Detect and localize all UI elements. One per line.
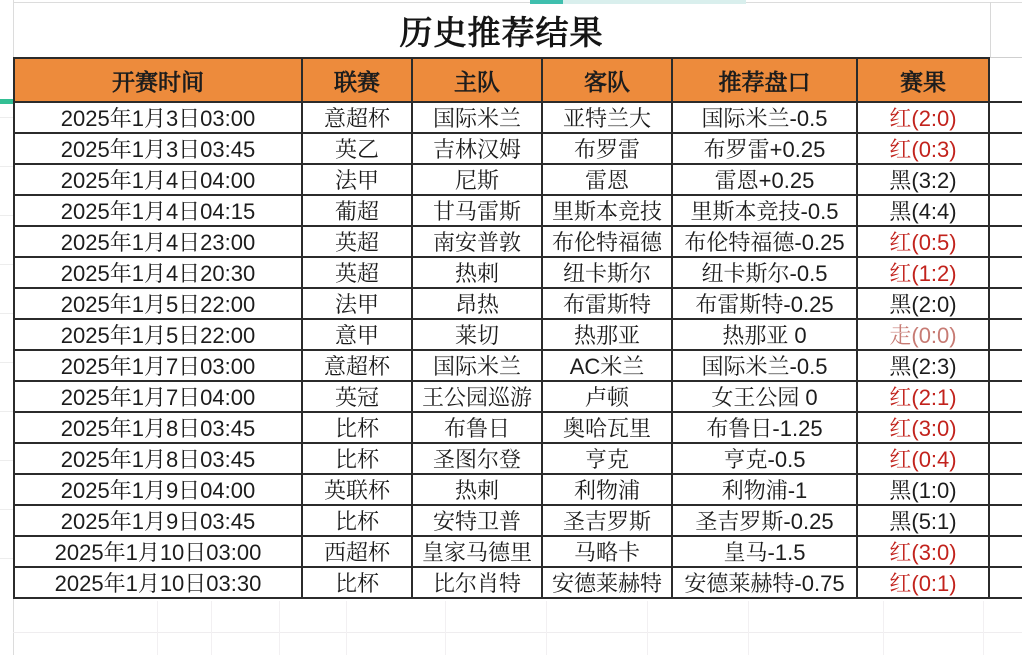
cell-time[interactable]: 2025年1月9日04:00 <box>13 475 303 506</box>
top-gridline <box>13 2 1022 3</box>
cell-result[interactable]: 红(1:2) <box>858 258 990 289</box>
cell-result[interactable]: 黑(3:2) <box>858 165 990 196</box>
cell-league[interactable]: 英超 <box>303 227 413 258</box>
cell-home-team[interactable]: 甘马雷斯 <box>413 196 543 227</box>
cell-result[interactable]: 黑(4:4) <box>858 196 990 227</box>
cell-home-team[interactable]: 热刺 <box>413 475 543 506</box>
bottom-gridline <box>13 632 1022 633</box>
bottom-column-gridline <box>546 601 547 655</box>
cell-time[interactable]: 2025年1月10日03:30 <box>13 568 303 599</box>
bottom-column-gridline <box>157 601 158 655</box>
cell-home-team[interactable]: 南安普敦 <box>413 227 543 258</box>
row-filler-cell <box>990 258 1022 289</box>
cell-league[interactable]: 英冠 <box>303 382 413 413</box>
cell-handicap[interactable]: 热那亚 0 <box>673 320 858 351</box>
row-filler-cell <box>990 196 1022 227</box>
bottom-column-gridline <box>346 601 347 655</box>
row-filler-cell <box>990 537 1022 568</box>
right-gridline <box>990 2 991 57</box>
column-header-home-team[interactable]: 主队 <box>413 57 543 103</box>
cell-time[interactable]: 2025年1月10日03:00 <box>13 537 303 568</box>
cell-handicap[interactable]: 布鲁日-1.25 <box>673 413 858 444</box>
cell-result[interactable]: 红(0:4) <box>858 444 990 475</box>
cell-result[interactable]: 红(2:0) <box>858 103 990 134</box>
bottom-column-gridline <box>748 601 749 655</box>
cell-result[interactable]: 走(0:0) <box>858 320 990 351</box>
results-table <box>13 57 1022 599</box>
column-header-handicap[interactable]: 推荐盘口 <box>673 57 858 103</box>
cell-away-team[interactable]: 布伦特福德 <box>543 227 673 258</box>
cell-time[interactable]: 2025年1月8日03:45 <box>13 444 303 475</box>
cell-time[interactable]: 2025年1月4日04:15 <box>13 196 303 227</box>
cell-time[interactable]: 2025年1月7日04:00 <box>13 382 303 413</box>
cell-handicap[interactable]: 女王公园 0 <box>673 382 858 413</box>
cell-away-team[interactable]: 利物浦 <box>543 475 673 506</box>
cell-away-team[interactable]: 安德莱赫特 <box>543 568 673 599</box>
cell-league[interactable]: 比杯 <box>303 568 413 599</box>
cell-away-team[interactable]: 热那亚 <box>543 320 673 351</box>
bottom-column-gridline <box>279 601 280 655</box>
cell-time[interactable]: 2025年1月7日03:00 <box>13 351 303 382</box>
bottom-column-gridline <box>883 601 884 655</box>
cell-home-team[interactable]: 尼斯 <box>413 165 543 196</box>
cell-away-team[interactable]: 布雷斯特 <box>543 289 673 320</box>
cell-home-team[interactable]: 国际米兰 <box>413 103 543 134</box>
cell-time[interactable]: 2025年1月5日22:00 <box>13 289 303 320</box>
row-filler-cell <box>990 227 1022 258</box>
row-filler-cell <box>990 351 1022 382</box>
cell-result[interactable]: 红(3:0) <box>858 537 990 568</box>
cell-time[interactable]: 2025年1月8日03:45 <box>13 413 303 444</box>
cell-handicap[interactable]: 圣吉罗斯-0.25 <box>673 506 858 537</box>
cell-home-team[interactable]: 安特卫普 <box>413 506 543 537</box>
bottom-column-gridline <box>445 601 446 655</box>
cell-result[interactable]: 红(3:0) <box>858 413 990 444</box>
cell-time[interactable]: 2025年1月4日20:30 <box>13 258 303 289</box>
cell-time[interactable]: 2025年1月9日03:45 <box>13 506 303 537</box>
cell-result[interactable]: 黑(5:1) <box>858 506 990 537</box>
cell-away-team[interactable]: 布罗雷 <box>543 134 673 165</box>
cell-away-team[interactable]: 里斯本竞技 <box>543 196 673 227</box>
cell-home-team[interactable]: 比尔肖特 <box>413 568 543 599</box>
row-filler-cell <box>990 165 1022 196</box>
cell-away-team[interactable]: 圣吉罗斯 <box>543 506 673 537</box>
cell-league[interactable]: 西超杯 <box>303 537 413 568</box>
column-header-result[interactable]: 赛果 <box>858 57 990 103</box>
row-filler-cell <box>990 320 1022 351</box>
cell-home-team[interactable]: 热刺 <box>413 258 543 289</box>
row-filler-cell <box>990 568 1022 599</box>
cell-away-team[interactable]: 卢顿 <box>543 382 673 413</box>
cell-handicap[interactable]: 布伦特福德-0.25 <box>673 227 858 258</box>
cell-league[interactable]: 比杯 <box>303 444 413 475</box>
cell-result[interactable]: 黑(1:0) <box>858 475 990 506</box>
cell-result[interactable]: 黑(2:0) <box>858 289 990 320</box>
header-filler-cell <box>990 57 1022 103</box>
column-header-away-team[interactable]: 客队 <box>543 57 673 103</box>
row-filler-cell <box>990 413 1022 444</box>
cell-home-team[interactable]: 莱切 <box>413 320 543 351</box>
cell-home-team[interactable]: 皇家马德里 <box>413 537 543 568</box>
row-filler-cell <box>990 382 1022 413</box>
cell-time[interactable]: 2025年1月3日03:45 <box>13 134 303 165</box>
row-filler-cell <box>990 134 1022 165</box>
bottom-column-gridline <box>211 601 212 655</box>
cell-home-team[interactable]: 圣图尔登 <box>413 444 543 475</box>
cell-home-team[interactable]: 国际米兰 <box>413 351 543 382</box>
cell-result[interactable]: 红(2:1) <box>858 382 990 413</box>
row-filler-cell <box>990 103 1022 134</box>
cell-league[interactable]: 英乙 <box>303 134 413 165</box>
cell-league[interactable]: 英超 <box>303 258 413 289</box>
cell-league[interactable]: 比杯 <box>303 506 413 537</box>
cell-handicap[interactable]: 纽卡斯尔-0.5 <box>673 258 858 289</box>
cell-league[interactable]: 意超杯 <box>303 351 413 382</box>
row-filler-cell <box>990 444 1022 475</box>
cell-time[interactable]: 2025年1月4日23:00 <box>13 227 303 258</box>
cell-handicap[interactable]: 布罗雷+0.25 <box>673 134 858 165</box>
cell-result[interactable]: 红(0:3) <box>858 134 990 165</box>
column-header-time[interactable]: 开赛时间 <box>13 57 303 103</box>
cell-away-team[interactable]: AC米兰 <box>543 351 673 382</box>
cell-result[interactable]: 红(0:5) <box>858 227 990 258</box>
row-marker-green <box>0 99 13 104</box>
column-header-league[interactable]: 联赛 <box>303 57 413 103</box>
cell-away-team[interactable]: 纽卡斯尔 <box>543 258 673 289</box>
cell-result[interactable]: 黑(2:3) <box>858 351 990 382</box>
row-filler-cell <box>990 506 1022 537</box>
cell-league[interactable]: 英联杯 <box>303 475 413 506</box>
cell-league[interactable]: 法甲 <box>303 165 413 196</box>
cell-time[interactable]: 2025年1月5日22:00 <box>13 320 303 351</box>
cell-handicap[interactable]: 利物浦-1 <box>673 475 858 506</box>
cell-time[interactable]: 2025年1月3日03:00 <box>13 103 303 134</box>
bottom-column-gridline <box>983 601 984 655</box>
selection-mark-teal <box>530 0 563 4</box>
cell-away-team[interactable]: 亚特兰大 <box>543 103 673 134</box>
cell-handicap[interactable]: 国际米兰-0.5 <box>673 103 858 134</box>
cell-home-team[interactable]: 王公园巡游 <box>413 382 543 413</box>
cell-handicap[interactable]: 国际米兰-0.5 <box>673 351 858 382</box>
cell-result[interactable]: 红(0:1) <box>858 568 990 599</box>
page-title[interactable]: 历史推荐结果 <box>399 13 604 51</box>
cell-away-team[interactable]: 雷恩 <box>543 165 673 196</box>
row-filler-cell <box>990 475 1022 506</box>
cell-home-team[interactable]: 布鲁日 <box>413 413 543 444</box>
cell-home-team[interactable]: 吉林汉姆 <box>413 134 543 165</box>
cell-league[interactable]: 意甲 <box>303 320 413 351</box>
cell-handicap[interactable]: 布雷斯特-0.25 <box>673 289 858 320</box>
cell-handicap[interactable]: 亨克-0.5 <box>673 444 858 475</box>
row-filler-cell <box>990 289 1022 320</box>
cell-handicap[interactable]: 里斯本竞技-0.5 <box>673 196 858 227</box>
cell-league[interactable]: 葡超 <box>303 196 413 227</box>
cell-handicap[interactable]: 皇马-1.5 <box>673 537 858 568</box>
cell-away-team[interactable]: 亨克 <box>543 444 673 475</box>
bottom-column-gridline <box>647 601 648 655</box>
cell-away-team[interactable]: 奥哈瓦里 <box>543 413 673 444</box>
cell-league[interactable]: 比杯 <box>303 413 413 444</box>
cell-away-team[interactable]: 马略卡 <box>543 537 673 568</box>
cell-time[interactable]: 2025年1月4日04:00 <box>13 165 303 196</box>
selection-highlight <box>563 0 746 4</box>
cell-league[interactable]: 意超杯 <box>303 103 413 134</box>
cell-home-team[interactable]: 昂热 <box>413 289 543 320</box>
cell-league[interactable]: 法甲 <box>303 289 413 320</box>
left-margin-gridlines <box>0 117 13 601</box>
cell-handicap[interactable]: 雷恩+0.25 <box>673 165 858 196</box>
cell-handicap[interactable]: 安德莱赫特-0.75 <box>673 568 858 599</box>
